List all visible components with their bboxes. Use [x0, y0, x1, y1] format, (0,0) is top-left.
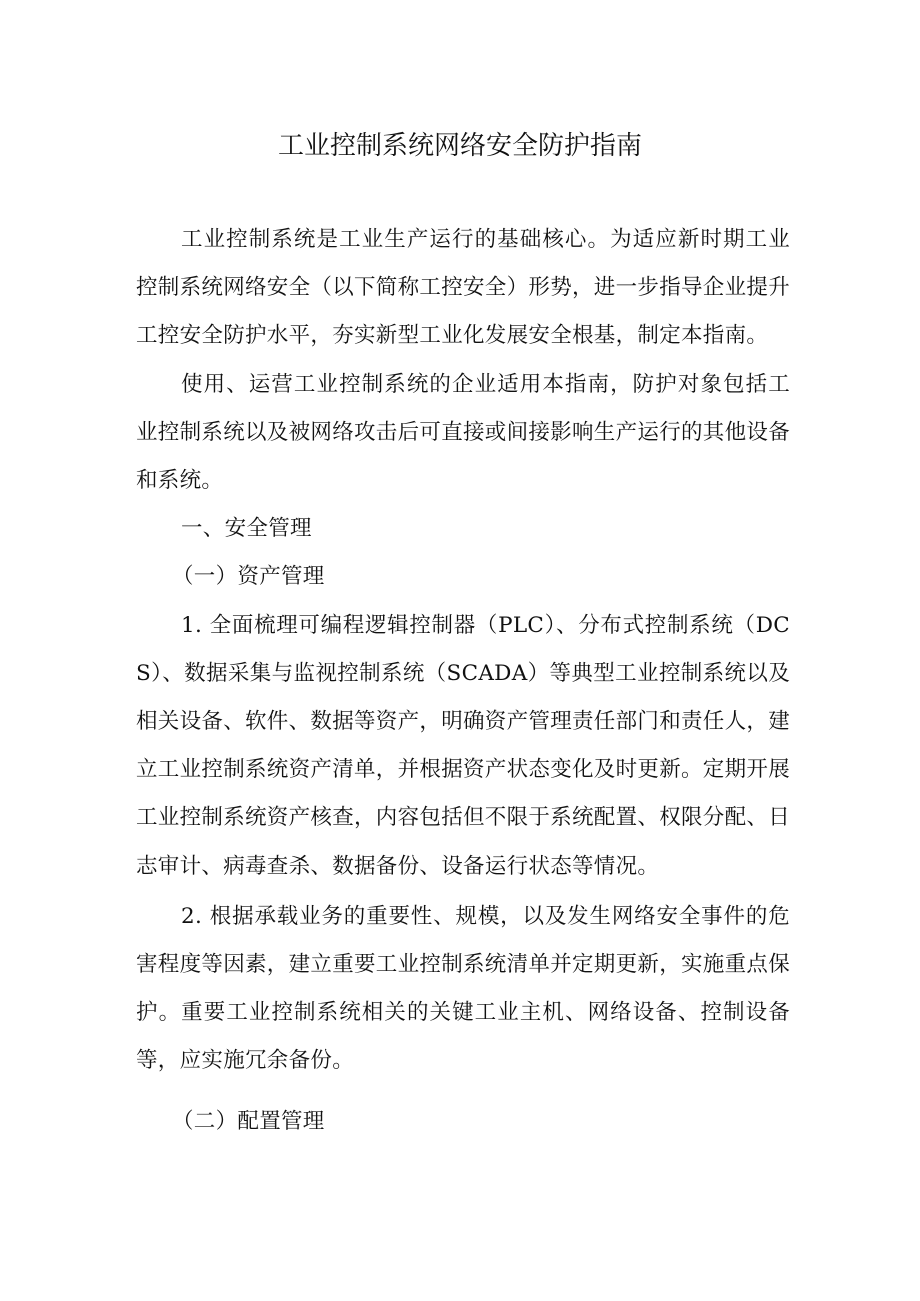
spacer [136, 1086, 790, 1098]
subsection-heading-configuration-management: （二）配置管理 [172, 1108, 325, 1134]
intro-paragraph-2: 使用、运营工业控制系统的企业适用本指南，防护对象包括工业控制系统以及被网络攻击后可直接或间接影响生产运行的其他设备和系统。 [136, 371, 791, 494]
document-title: 工业控制系统网络安全防护指南 [277, 131, 642, 161]
intro-paragraph-1: 工业控制系统是工业生产运行的基础核心。为适应新时期工业控制系统网络安全（以下简称工控安全）形势，进一步指导企业提升工控安全防护水平，夯实新型工业化发展安全根基，制定本指南。 [136, 227, 791, 349]
list-item-1: 1. 全面梳理可编程逻辑控制器（PLC）、分布式控制系统（DCS）、数据采集与监视控制系统（SCADA）等典型工业控制系统以及相关设备、软件、数据等资产，明确资产管理责任部门和责任人，建立工业控制系统资产清单，并根据资产状态变化及时更新。定期开展工业控制系统资产核查，内容包括但不限于系统配置、权限分配、日志审计、病毒查杀、数据备份、设备运行状态等情况。 [136, 612, 791, 879]
list-item-2: 2. 根据承载业务的重要性、规模，以及发生网络安全事件的危害程度等因素，建立重要工业控制系统清单并定期更新，实施重点保护。重要工业控制系统相关的关键工业主机、网络设备、控制设备等，应实施冗余备份。 [136, 903, 791, 1074]
section-heading-security-management: 一、安全管理 [181, 516, 312, 542]
document-body [136, 216, 790, 1146]
subsection-heading-asset-management: （一）资产管理 [172, 564, 325, 590]
